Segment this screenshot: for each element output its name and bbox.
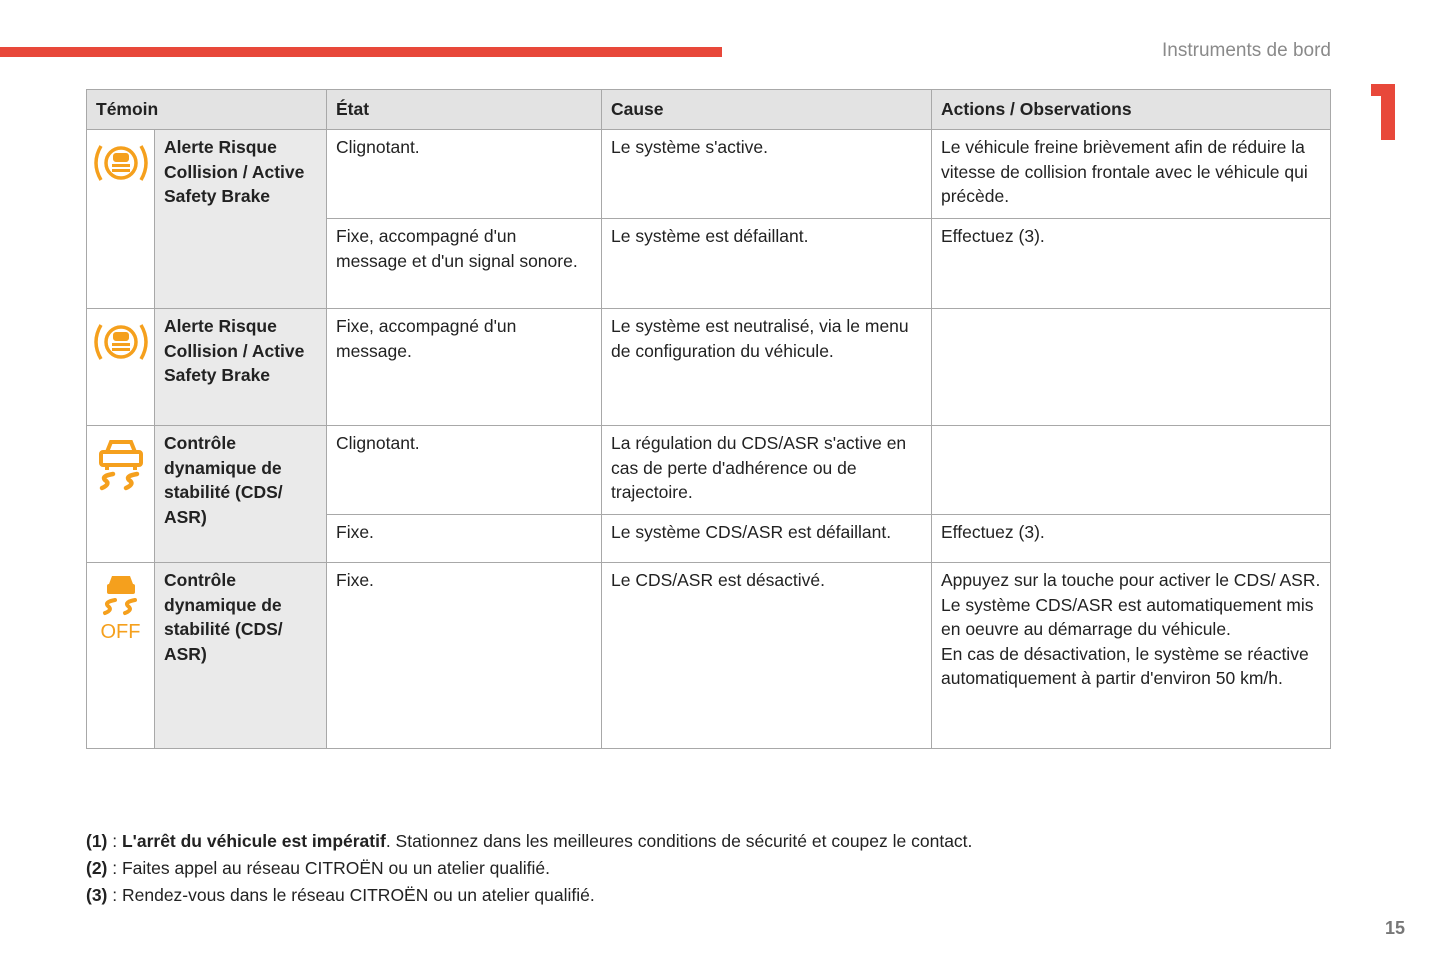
footnote-text: Faites appel au réseau CITROËN ou un atelier qualifié. [121,858,550,878]
action-cell: Effectuez (3). [932,219,1331,309]
header-actions: Actions / Observations [932,90,1331,130]
footnote-bold: L'arrêt du véhicule est impératif [121,831,386,851]
section-title: Instruments de bord [1162,40,1331,61]
off-label: OFF [100,620,141,643]
cause-cell: Le système s'active. [602,130,932,219]
footnote-text: . Stationnez dans les meilleures conditions de sécurité et coupez le contact. [385,831,973,851]
etat-cell: Fixe. [327,563,602,749]
action-cell [932,426,1331,515]
footnote-number: (1) [86,831,108,851]
action-cell: Effectuez (3). [932,515,1331,563]
footnote: (1) : L'arrêt du véhicule est impératif. Stationnez dans les meilleures conditions de sécurité et coupez le contact. [86,831,973,851]
footnote: (3) : Rendez-vous dans le réseau CITROËN ou un atelier qualifié. [86,885,595,905]
cause-cell: La régulation du CDS/ASR s'active en cas de perte d'adhérence ou de trajectoire. [602,426,932,515]
footnotes [86,828,972,909]
cause-cell: Le système est défaillant. [602,219,932,309]
etat-cell: Fixe, accompagné d'un message. [327,309,602,426]
warning-lights-table [86,89,1331,749]
etat-cell: Clignotant. [327,130,602,219]
footnote-number: (3) [86,885,108,905]
stability-control-off-icon [87,563,155,749]
etat-cell: Fixe, accompagné d'un message et d'un signal sonore. [327,219,602,309]
header-accent-bar [0,47,722,57]
header-etat: État [327,90,602,130]
collision-alert-icon [87,309,155,426]
stability-control-icon [87,426,155,563]
action-cell: Le véhicule freine brièvement afin de réduire la vitesse de collision frontale avec le véhicule qui précède. [932,130,1331,219]
etat-cell: Clignotant. [327,426,602,515]
light-name: Alerte Risque Collision / Active Safety Brake [155,130,327,309]
light-name: Contrôle dynamique de stabilité (CDS/ ASR) [155,426,327,563]
header-temoin: Témoin [87,90,327,130]
action-cell [932,309,1331,426]
header-cause: Cause [602,90,932,130]
chapter-number-mark [1371,84,1395,140]
cause-cell: Le CDS/ASR est désactivé. [602,563,932,749]
cause-cell: Le système CDS/ASR est défaillant. [602,515,932,563]
light-name: Contrôle dynamique de stabilité (CDS/ ASR) [155,563,327,749]
action-cell: Appuyez sur la touche pour activer le CDS/ ASR. Le système CDS/ASR est automatiquement mis en oeuvre au démarrage du véhicule. En cas de désactivation, le système se réactive automatiquement à partir d'environ 50 km/h. [932,563,1331,749]
light-name: Alerte Risque Collision / Active Safety Brake [155,309,327,426]
footnote: (2) : Faites appel au réseau CITROËN ou un atelier qualifié. [86,858,550,878]
etat-cell: Fixe. [327,515,602,563]
collision-alert-icon [87,130,155,309]
page-number: 15 [1384,918,1405,938]
footnote-text: Rendez-vous dans le réseau CITROËN ou un atelier qualifié. [121,885,595,905]
footnote-number: (2) [86,858,108,878]
cause-cell: Le système est neutralisé, via le menu de configuration du véhicule. [602,309,932,426]
